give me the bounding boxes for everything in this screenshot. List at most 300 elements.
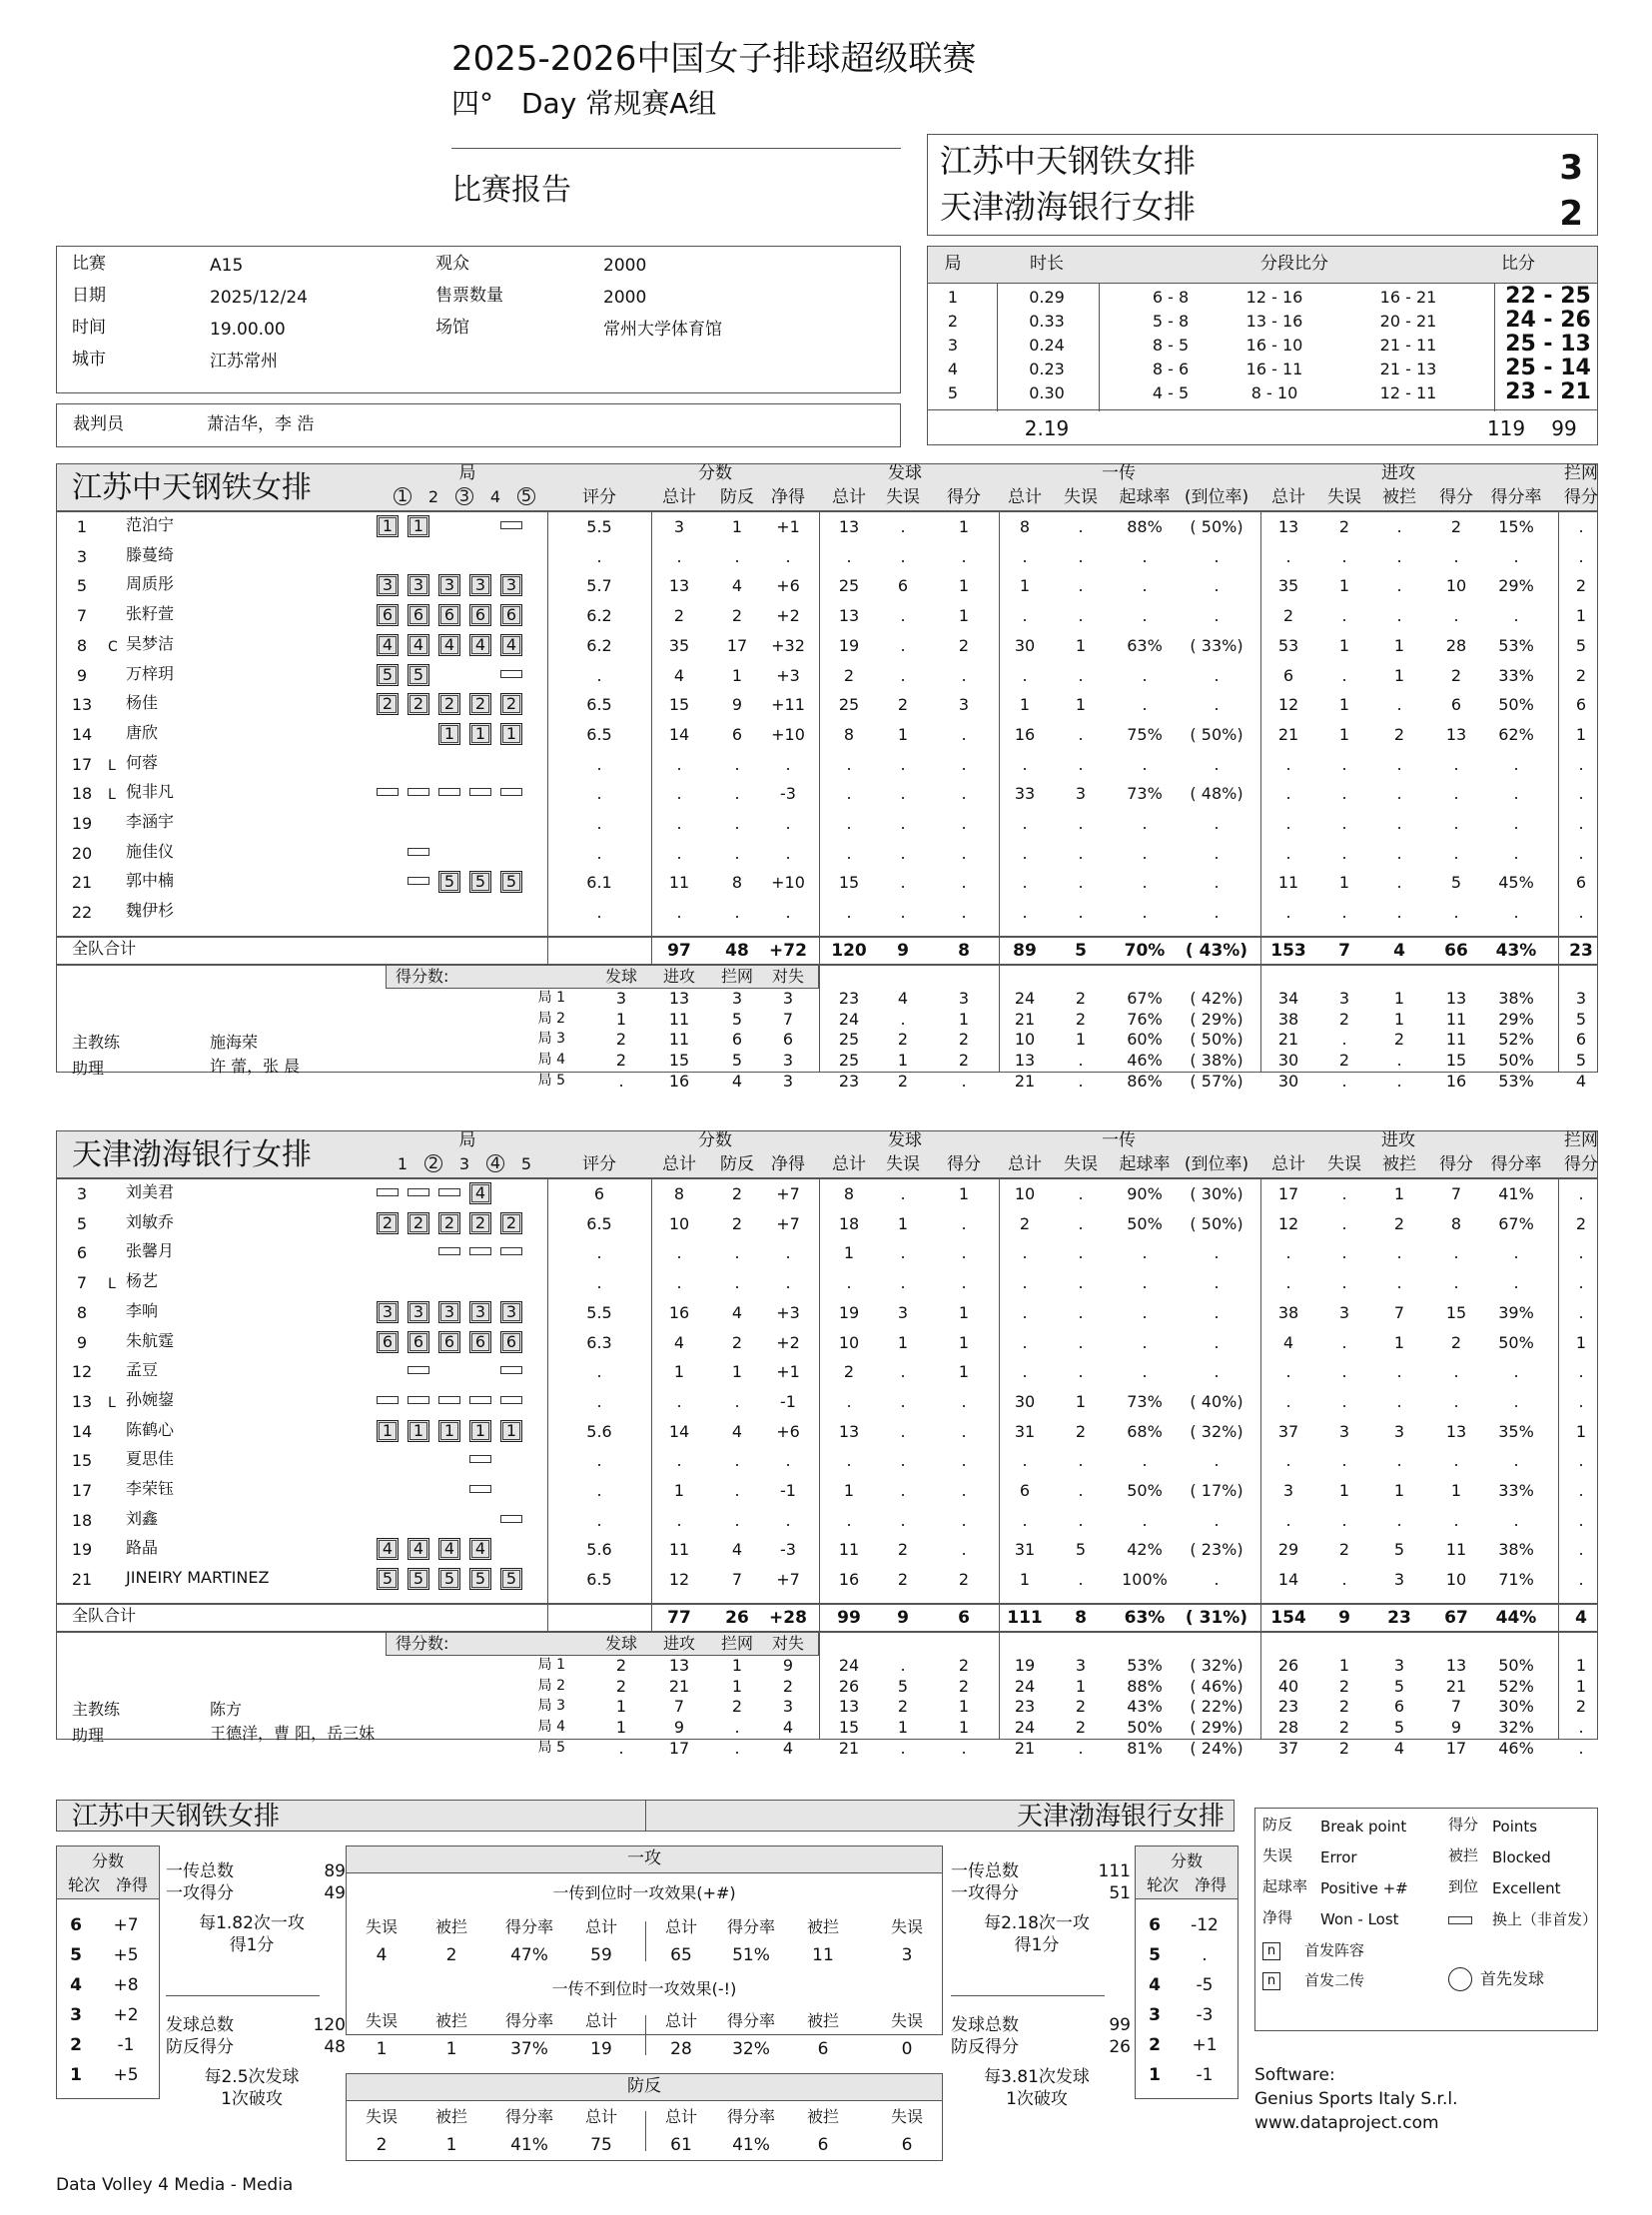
set-stat-st: 15 (838, 1718, 860, 1738)
score-breakdown-col: 发球 (604, 966, 638, 986)
player-stat-rp: 73% (1127, 784, 1163, 804)
player-stat-se: . (900, 1273, 906, 1293)
set-stat-ap: 11 (1445, 1030, 1467, 1050)
col-label: 失误 (890, 2011, 924, 2030)
set-stat-ae: 2 (1338, 1676, 1350, 1696)
set-stat-rt: 21 (1014, 1072, 1036, 1091)
player-stat-bp: . (734, 1451, 740, 1471)
home-team-name: 江苏中天钢铁女排 (940, 142, 1197, 180)
set-score: 25 - 14 (1505, 356, 1591, 380)
player-stat-sp: . (961, 1510, 967, 1530)
player-stat-ap: . (1453, 1510, 1459, 1530)
fa-negative-home: 1 (445, 2039, 457, 2059)
player-stat-ap: 10 (1445, 576, 1467, 596)
player-stat-at: . (1285, 1510, 1291, 1530)
col-label: 被拦 (434, 1917, 468, 1936)
set-stat-rx: ( 24%) (1190, 1739, 1243, 1758)
score-breakdown-col: 拦网 (720, 1633, 754, 1653)
set-stat-ab: . (1396, 1051, 1402, 1071)
rotation-number: 3 (1149, 2005, 1161, 2025)
sets-col-header: 时长 (1030, 254, 1064, 274)
player-stat-sp: . (961, 1481, 967, 1500)
player-stat-rating: 6.2 (586, 635, 612, 655)
player-stat-rp: . (1142, 695, 1148, 715)
set-stat-sp: 2 (958, 1676, 970, 1696)
away-recv-value: 51 (1109, 1883, 1131, 1903)
player-stat-sp: 1 (958, 1362, 970, 1382)
player-stat-bp: 1 (731, 665, 743, 685)
player-stat-pt: . (676, 1391, 682, 1411)
info-value: A15 (210, 256, 244, 276)
set-stat-st: 24 (838, 1655, 860, 1675)
set-stat-ap: 21 (1445, 1676, 1467, 1696)
player-stat-rx: . (1214, 1332, 1220, 1352)
player-stat-ar: . (1513, 546, 1519, 566)
set-stat-rx: ( 57%) (1190, 1072, 1243, 1091)
substitute-mark (438, 1188, 460, 1196)
set-block-points: . (734, 1739, 740, 1758)
first-serve-set-mark: 4 (486, 1154, 504, 1172)
player-stat-rx: . (1214, 606, 1220, 626)
player-stat-re: . (1078, 1570, 1084, 1590)
col-label: 被拦 (806, 1917, 840, 1936)
team-total-bk: 23 (1569, 940, 1593, 961)
player-stat-bk: . (1578, 903, 1584, 923)
player-stat-st: 13 (838, 517, 860, 536)
player-name: 周质彤 (126, 574, 175, 594)
starting-position-box: 5 (469, 1568, 491, 1590)
substitute-mark (469, 788, 491, 796)
team-total-sp: 8 (958, 940, 970, 961)
player-stat-rp: . (1142, 1510, 1148, 1530)
player-stat-ar: . (1513, 1273, 1519, 1293)
player-stat-re: . (1078, 1243, 1084, 1263)
player-stat-rp: . (1142, 754, 1148, 774)
player-stat-rt: 1 (1019, 1570, 1031, 1590)
set-opp-errors: 2 (782, 1676, 794, 1696)
player-stat-bp: 4 (731, 1421, 743, 1441)
player-stat-ae: . (1341, 1451, 1347, 1471)
player-stat-rt: . (1022, 1273, 1028, 1293)
player-number: 21 (71, 873, 93, 893)
set-block-points: 1 (731, 1676, 743, 1696)
player-stat-ae: 1 (1338, 695, 1350, 715)
set-stat-re: 2 (1075, 1697, 1087, 1717)
player-stat-re: . (1078, 606, 1084, 626)
player-stat-ap: . (1453, 1273, 1459, 1293)
substitute-mark (469, 1247, 491, 1255)
team-total-re: 8 (1075, 1607, 1087, 1628)
player-stat-rating: . (596, 814, 602, 833)
starting-position-box: 4 (377, 1538, 399, 1560)
starting-position-box: 2 (469, 1212, 491, 1234)
legend-meaning: 换上（非首发） (1492, 1910, 1598, 1928)
rotation-col: 轮次 (1146, 1875, 1180, 1894)
player-stat-se: . (900, 1362, 906, 1382)
player-name: 孟豆 (126, 1360, 159, 1380)
starting-position-box: 3 (408, 1301, 429, 1323)
player-stat-bp: . (734, 1391, 740, 1411)
away-recv-note: 每2.18次一攻 (984, 1913, 1090, 1933)
player-stat-bp: 1 (731, 517, 743, 536)
set-stat-at: 30 (1277, 1072, 1299, 1091)
player-stat-ae: . (1341, 1362, 1347, 1382)
player-stat-at: . (1285, 1362, 1291, 1382)
player-stat-sp: . (961, 1243, 967, 1263)
player-stat-rating: 5.6 (586, 1421, 612, 1441)
player-stat-rt: . (1022, 814, 1028, 833)
set-duration: 0.24 (1029, 336, 1065, 355)
player-name: 吴梦洁 (126, 633, 175, 653)
first-attack-positive-title: 一传到位时一攻效果(+#) (552, 1883, 736, 1902)
player-stat-bp: . (734, 814, 740, 833)
set-stat-ap: 9 (1450, 1718, 1462, 1738)
player-stat-ap: 28 (1445, 635, 1467, 655)
player-stat-bp: 7 (731, 1570, 743, 1590)
set-stat-re: . (1078, 1051, 1084, 1071)
player-stat-bk: 2 (1575, 1213, 1587, 1233)
col-header: 净得 (771, 1154, 805, 1174)
player-stat-sp: 1 (958, 1332, 970, 1352)
set-stat-se: . (900, 1655, 906, 1675)
info-value: 2025/12/24 (210, 288, 308, 308)
player-stat-rating: . (596, 1273, 602, 1293)
player-stat-rating: . (596, 784, 602, 804)
set-stat-rt: 21 (1014, 1009, 1036, 1029)
player-stat-pt: 4 (673, 1332, 685, 1352)
partial-score: 12 - 11 (1379, 383, 1437, 402)
set-number: 1 (947, 288, 959, 307)
home-recv-label: 一传总数 (166, 1861, 234, 1881)
player-stat-bp: 4 (731, 1302, 743, 1322)
player-stat-bp: . (734, 1510, 740, 1530)
set-serve-points: 3 (615, 988, 627, 1008)
player-stat-net: . (785, 546, 791, 566)
player-stat-sp: 1 (958, 1184, 970, 1203)
set-stat-ae: . (1341, 1030, 1347, 1050)
rotation-net: -12 (1191, 1915, 1219, 1935)
player-stat-ab: . (1396, 546, 1402, 566)
set-mark: 4 (489, 487, 501, 506)
col-header: 总计 (1271, 1154, 1305, 1174)
player-stat-ap: . (1453, 843, 1459, 863)
rotation-number: 1 (1149, 2065, 1161, 2085)
info-label: 售票数量 (435, 286, 503, 306)
team-total-ae: 7 (1338, 940, 1350, 961)
col-label: 总计 (664, 1917, 698, 1936)
player-stat-ae: 1 (1338, 635, 1350, 655)
set-mark: 1 (397, 1154, 409, 1173)
player-stat-ar: . (1513, 784, 1519, 804)
starting-position-box: 3 (469, 574, 491, 596)
player-number: 19 (71, 1540, 93, 1560)
player-stat-rt: . (1022, 1243, 1028, 1263)
set-stat-rp: 67% (1127, 988, 1163, 1008)
set-stat-rt: 24 (1014, 1718, 1036, 1738)
player-stat-bk: 2 (1575, 576, 1587, 596)
set-stat-ab: 3 (1393, 1655, 1405, 1675)
set-opp-errors: 3 (782, 1697, 794, 1717)
player-role-flag: L (108, 787, 116, 804)
player-stat-re: . (1078, 1510, 1084, 1530)
player-stat-rx: . (1214, 1302, 1220, 1322)
player-stat-ab: 1 (1393, 1332, 1405, 1352)
starting-position-box: 2 (438, 693, 460, 715)
player-stat-sp: 1 (958, 606, 970, 626)
set-stat-se: 1 (897, 1051, 909, 1071)
player-stat-net: -1 (780, 1391, 796, 1411)
set-stat-at: 40 (1277, 1676, 1299, 1696)
fa-positive-away: 51% (732, 1945, 770, 1965)
col-label: 得分率 (726, 2107, 776, 2126)
player-stat-bk: . (1578, 843, 1584, 863)
player-stat-ap: . (1453, 784, 1459, 804)
player-stat-st: . (846, 1451, 852, 1471)
team-name: 江苏中天钢铁女排 (72, 470, 312, 505)
legend-meaning: Error (1320, 1848, 1357, 1866)
set-row-label: 局 2 (537, 1677, 565, 1694)
player-stat-ae: . (1341, 1243, 1347, 1263)
substitute-mark (500, 1515, 522, 1523)
starting-position-box: 6 (469, 604, 491, 626)
starting-position-box: 2 (438, 1212, 460, 1234)
player-stat-ap: . (1453, 1362, 1459, 1382)
player-stat-net: +7 (776, 1570, 800, 1590)
first-serve-set-mark: 1 (394, 487, 412, 505)
set-stat-at: 34 (1277, 988, 1299, 1008)
player-stat-bp: 2 (731, 1213, 743, 1233)
player-stat-bk: 6 (1575, 873, 1587, 893)
away-serve-label: 发球总数 (951, 2015, 1019, 2035)
substitute-mark (408, 788, 429, 796)
player-stat-rt: 31 (1014, 1421, 1036, 1441)
player-stat-ab: . (1396, 843, 1402, 863)
player-stat-se: 2 (897, 1540, 909, 1560)
player-stat-sp: . (961, 903, 967, 923)
starting-position-box: 1 (408, 1420, 429, 1442)
player-number: 13 (71, 695, 93, 715)
player-stat-ab: . (1396, 695, 1402, 715)
player-stat-ab: . (1396, 1362, 1402, 1382)
partial-score: 8 - 10 (1250, 383, 1298, 402)
set-stat-rx: ( 42%) (1190, 988, 1243, 1008)
starting-position-box: 3 (438, 574, 460, 596)
player-stat-bk: . (1578, 1451, 1584, 1471)
player-stat-rp: 75% (1127, 724, 1163, 744)
player-stat-net: +2 (776, 606, 800, 626)
substitute-mark (1448, 1916, 1472, 1924)
starting-position-box: 5 (408, 1568, 429, 1590)
total-home-points: 119 (1486, 416, 1526, 440)
player-stat-ar: 39% (1498, 1302, 1534, 1322)
substitute-mark (438, 1247, 460, 1255)
starting-position-box: 6 (500, 1331, 522, 1353)
player-stat-pt: 3 (673, 517, 685, 536)
legend-term: 净得 (1262, 1908, 1293, 1926)
starting-position-box: 1 (408, 515, 429, 537)
player-stat-sp: . (961, 814, 967, 833)
starting-position-box: 6 (377, 1331, 399, 1353)
set-stat-bk: 1 (1575, 1676, 1587, 1696)
set-stat-ar: 38% (1498, 988, 1534, 1008)
player-stat-ap: 11 (1445, 1540, 1467, 1560)
sets-col-header: 分段比分 (1260, 254, 1328, 274)
starting-position-box: 5 (438, 1568, 460, 1590)
set-stat-ap: 11 (1445, 1009, 1467, 1029)
col-group-header: 拦网 (1564, 463, 1598, 483)
player-stat-rx: . (1214, 546, 1220, 566)
player-stat-rx: ( 32%) (1190, 1421, 1243, 1441)
set-stat-st: 23 (838, 1072, 860, 1091)
player-stat-pt: . (676, 784, 682, 804)
player-stat-ap: 15 (1445, 1302, 1467, 1322)
player-stat-ab: . (1396, 1391, 1402, 1411)
rotation-number: 2 (70, 2035, 82, 2055)
col-group-header: 进攻 (1381, 1130, 1415, 1150)
partial-score: 16 - 11 (1245, 360, 1303, 378)
player-stat-rating: 6.1 (586, 873, 612, 893)
player-number: 18 (71, 1510, 93, 1530)
substitute-mark (500, 521, 522, 529)
col-header: 被拦 (1382, 1154, 1416, 1174)
starting-position-box: 2 (500, 1212, 522, 1234)
col-header: 防反 (720, 1154, 754, 1174)
set-stat-ae: 2 (1338, 1739, 1350, 1758)
player-stat-pt: 12 (668, 1570, 690, 1590)
partial-score: 16 - 21 (1379, 288, 1437, 307)
legend-row (1262, 1971, 1280, 1990)
set-stat-ab: 6 (1393, 1697, 1405, 1717)
score-breakdown-label: 得分数: (396, 1633, 449, 1653)
rotation-col: 净得 (115, 1875, 149, 1894)
software-url: www.dataproject.com (1254, 2113, 1439, 2133)
set-stat-rt: 24 (1014, 988, 1036, 1008)
fa-negative-home: 37% (510, 2039, 548, 2059)
player-number: 8 (76, 635, 88, 655)
col-header: (到位率) (1184, 1154, 1249, 1174)
fa-positive-home: 2 (445, 1945, 457, 1965)
player-stat-rt: 1 (1019, 695, 1031, 715)
set-mark: 2 (427, 487, 439, 506)
home-serve-note: 1次破攻 (221, 2089, 283, 2109)
competition-title: 2025-2026中国女子排球超级联赛 (451, 39, 977, 79)
player-stat-ar: 29% (1498, 576, 1534, 596)
set-duration: 0.29 (1029, 288, 1065, 307)
player-stat-ap: 10 (1445, 1570, 1467, 1590)
set-stat-rt: 10 (1014, 1030, 1036, 1050)
player-stat-st: . (846, 754, 852, 774)
set-stat-st: 26 (838, 1676, 860, 1696)
home-serve-label: 防反得分 (166, 2037, 234, 2057)
transition-title: 防反 (627, 2076, 661, 2096)
player-stat-sp: 2 (958, 635, 970, 655)
player-stat-rx: . (1214, 576, 1220, 596)
set-stat-st: 25 (838, 1030, 860, 1050)
player-stat-ar: . (1513, 903, 1519, 923)
player-stat-pt: . (676, 546, 682, 566)
player-stat-re: . (1078, 1184, 1084, 1203)
player-name: 何蓉 (126, 752, 159, 772)
set-stat-se: 2 (897, 1697, 909, 1717)
player-stat-rt: 10 (1014, 1184, 1036, 1203)
col-label: 被拦 (434, 2107, 468, 2126)
team-total-ab: 4 (1393, 940, 1405, 961)
player-name: 刘美君 (126, 1182, 175, 1201)
player-stat-ae: . (1341, 814, 1347, 833)
starting-position-box: 4 (408, 634, 429, 656)
player-stat-ap: . (1453, 814, 1459, 833)
player-stat-se: . (900, 546, 906, 566)
player-stat-at: 6 (1282, 665, 1294, 685)
player-stat-st: . (846, 1391, 852, 1411)
player-stat-st: . (846, 903, 852, 923)
set-stat-se: . (900, 1009, 906, 1029)
set-stat-rx: ( 38%) (1190, 1051, 1243, 1071)
starting-position-box: 6 (438, 604, 460, 626)
substitute-mark (500, 788, 522, 796)
player-name: JINEIRY MARTINEZ (126, 1568, 270, 1588)
score-breakdown-col: 进攻 (662, 966, 696, 986)
player-stat-ab: . (1396, 517, 1402, 536)
coach-name: 陈方 (210, 1699, 243, 1719)
player-stat-bk: . (1578, 1540, 1584, 1560)
player-stat-bp: . (734, 1243, 740, 1263)
player-stat-rx: . (1214, 903, 1220, 923)
set-stat-rp: 43% (1127, 1697, 1163, 1717)
player-stat-net: +10 (771, 724, 805, 744)
player-stat-at: . (1285, 1243, 1291, 1263)
player-stat-st: 25 (838, 576, 860, 596)
partial-score: 21 - 13 (1379, 360, 1437, 378)
total-away-points: 99 (1551, 416, 1577, 440)
sets-col-header: 局 (944, 254, 962, 274)
player-stat-at: 17 (1277, 1184, 1299, 1203)
player-stat-bp: 1 (731, 1362, 743, 1382)
set-row-label: 局 1 (537, 989, 565, 1006)
set-duration: 0.30 (1029, 383, 1065, 402)
player-stat-bp: 17 (726, 635, 748, 655)
player-stat-ar: 53% (1498, 635, 1534, 655)
player-name: 李响 (126, 1300, 159, 1320)
player-number: 5 (76, 1213, 88, 1233)
substitute-mark (469, 1485, 491, 1493)
player-stat-rt: . (1022, 1302, 1028, 1322)
rotation-net: +8 (113, 1975, 139, 1995)
set-stat-ab: 5 (1393, 1676, 1405, 1696)
substitute-mark (377, 1396, 399, 1404)
player-stat-ab: . (1396, 873, 1402, 893)
col-header: 得分率 (1490, 487, 1542, 507)
player-stat-rt: 2 (1019, 1213, 1031, 1233)
fa-negative-home: 1 (376, 2039, 388, 2059)
col-group-header: 分数 (698, 463, 732, 483)
col-header: 总计 (1271, 487, 1305, 507)
player-stat-net: . (785, 903, 791, 923)
set-stat-ar: 32% (1498, 1718, 1534, 1738)
player-stat-rating: . (596, 1391, 602, 1411)
starting-position-box: 1 (469, 723, 491, 745)
set-stat-re: 1 (1075, 1676, 1087, 1696)
coach-name: 施海荣 (210, 1032, 259, 1052)
starting-position-box: 3 (469, 1301, 491, 1323)
set-block-points: 6 (731, 1030, 743, 1050)
player-stat-net: -3 (780, 1540, 796, 1560)
starting-position-box: 3 (377, 1301, 399, 1323)
fa-positive-home: 59 (590, 1945, 612, 1965)
player-stat-rx: . (1214, 1362, 1220, 1382)
player-stat-ar: . (1513, 1451, 1519, 1471)
info-value: 2000 (603, 256, 647, 276)
